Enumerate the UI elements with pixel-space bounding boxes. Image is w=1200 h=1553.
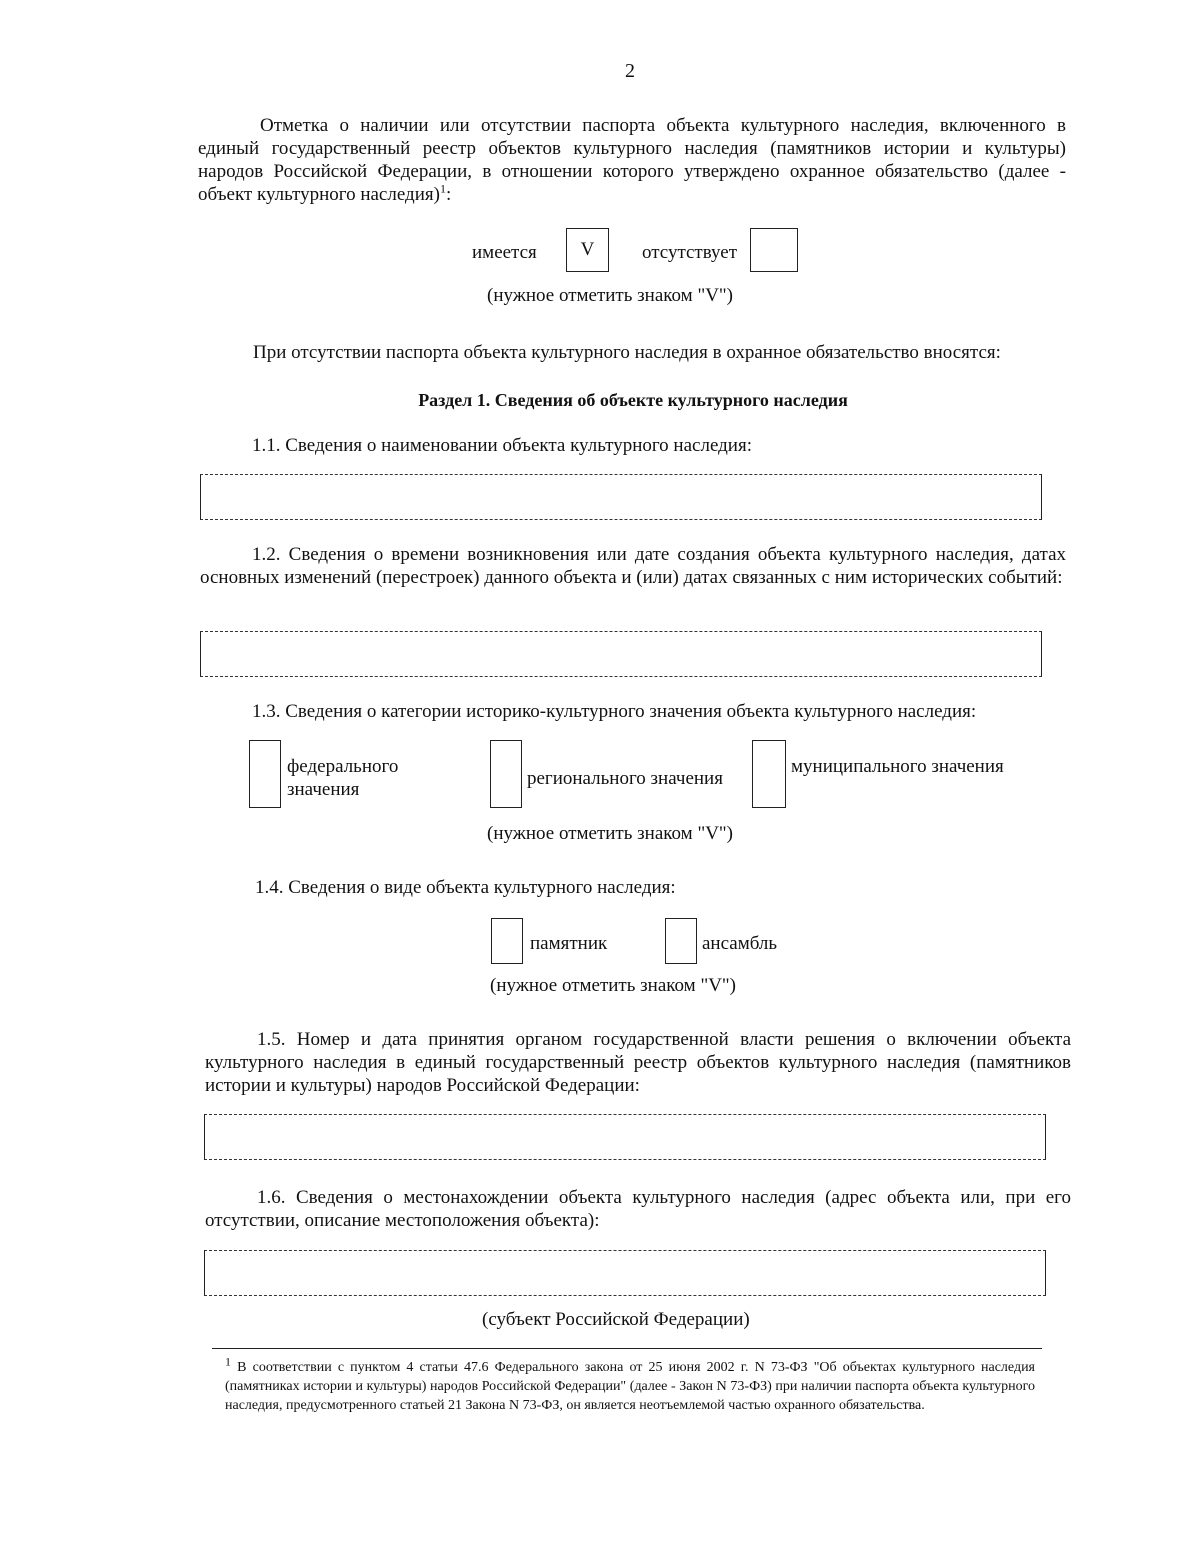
passport-absent-label: отсутствует <box>642 242 738 263</box>
category-regional-checkbox[interactable] <box>490 740 522 808</box>
passport-present-label: имеется <box>472 242 537 263</box>
item-1-5-input[interactable] <box>205 1115 1045 1159</box>
intro-text: Отметка о наличии или отсутствии паспорта объекта культурного наследия, включенного в единый государственный реестр объектов культурного наследия (памятников истории и культуры) народов Российской Федерации, в отношении которого утверждено охранное обязательство (далее - объект культурного наследия) <box>198 115 1066 205</box>
item-1-6-input[interactable] <box>205 1251 1045 1295</box>
footnote-text: В соответствии с пунктом 4 статьи 47.6 Федерального закона от 25 июня 2002 г. N 73-ФЗ "Об объектах культурного наследия (памятниках истории и культуры) народов Российской Федерации" (далее - Закон N 73-ФЗ) при наличии паспорта объекта культурного наследия, предусмотренного статьей 21 Закона N 73-ФЗ, он является неотъемлемой частью охранного обязательства. <box>225 1360 1035 1413</box>
item-1-5-label: 1.5. Номер и дата принятия органом государственной власти решения о включении объекта культурного наследия в единый государственный реестр объектов культурного наследия (памятников истории и культуры) народов Российской Федерации: <box>205 1029 1071 1096</box>
item-1-1-label: 1.1. Сведения о наименовании объекта культурного наследия: <box>252 435 752 456</box>
passport-absent-checkbox[interactable] <box>750 228 798 272</box>
category-federal-label: федерального значения <box>287 756 399 800</box>
category-municipal-label: муниципального значения <box>791 756 1004 777</box>
item-1-1-field[interactable] <box>200 474 1042 520</box>
category-municipal-checkbox[interactable] <box>752 740 786 808</box>
item-1-6-caption: (субъект Российской Федерации) <box>482 1309 750 1330</box>
item-1-3-label: 1.3. Сведения о категории историко-культурного значения объекта культурного наследия: <box>252 701 977 722</box>
item-1-2-input[interactable] <box>201 632 1041 676</box>
footnote-ref[interactable]: 1 <box>439 181 446 196</box>
category-regional-label: регионального значения <box>527 768 723 789</box>
item-1-2-field[interactable] <box>200 631 1042 677</box>
intro-paragraph <box>198 114 1066 206</box>
type-monument-checkbox[interactable] <box>491 918 523 964</box>
section-1-title: Раздел 1. Сведения об объекте культурного наследия <box>418 390 848 410</box>
footnote-number: 1 <box>225 1354 231 1369</box>
absence-note: При отсутствии паспорта объекта культурного наследия в охранное обязательство вносятся: <box>253 342 1001 363</box>
item-1-4-label: 1.4. Сведения о виде объекта культурного наследия: <box>255 877 676 898</box>
passport-present-checkbox[interactable]: V <box>566 228 609 272</box>
item-1-6-label: 1.6. Сведения о местонахождении объекта культурного наследия (адрес объекта или, при его отсутствии, описание местоположения объекта): <box>205 1187 1071 1231</box>
item-1-2-label: 1.2. Сведения о времени возникновения или дате создания объекта культурного наследия, датах основных изменений (перестроек) данного объекта и (или) датах связанных с ним исторических событий: <box>200 544 1066 588</box>
category-federal-checkbox[interactable] <box>249 740 281 808</box>
page-number: 2 <box>625 60 635 82</box>
passport-hint: (нужное отметить знаком "V") <box>487 285 733 306</box>
footnote-divider <box>212 1348 1042 1349</box>
type-monument-label: памятник <box>530 933 608 954</box>
item-1-5-field[interactable] <box>204 1114 1046 1160</box>
footnote <box>225 1354 1035 1415</box>
item-1-3-hint: (нужное отметить знаком "V") <box>487 823 733 844</box>
type-ensemble-checkbox[interactable] <box>665 918 697 964</box>
intro-tail: : <box>445 184 452 205</box>
type-ensemble-label: ансамбль <box>702 933 778 954</box>
item-1-1-input[interactable] <box>201 475 1041 519</box>
item-1-4-hint: (нужное отметить знаком "V") <box>490 975 736 996</box>
item-1-6-field[interactable] <box>204 1250 1046 1296</box>
